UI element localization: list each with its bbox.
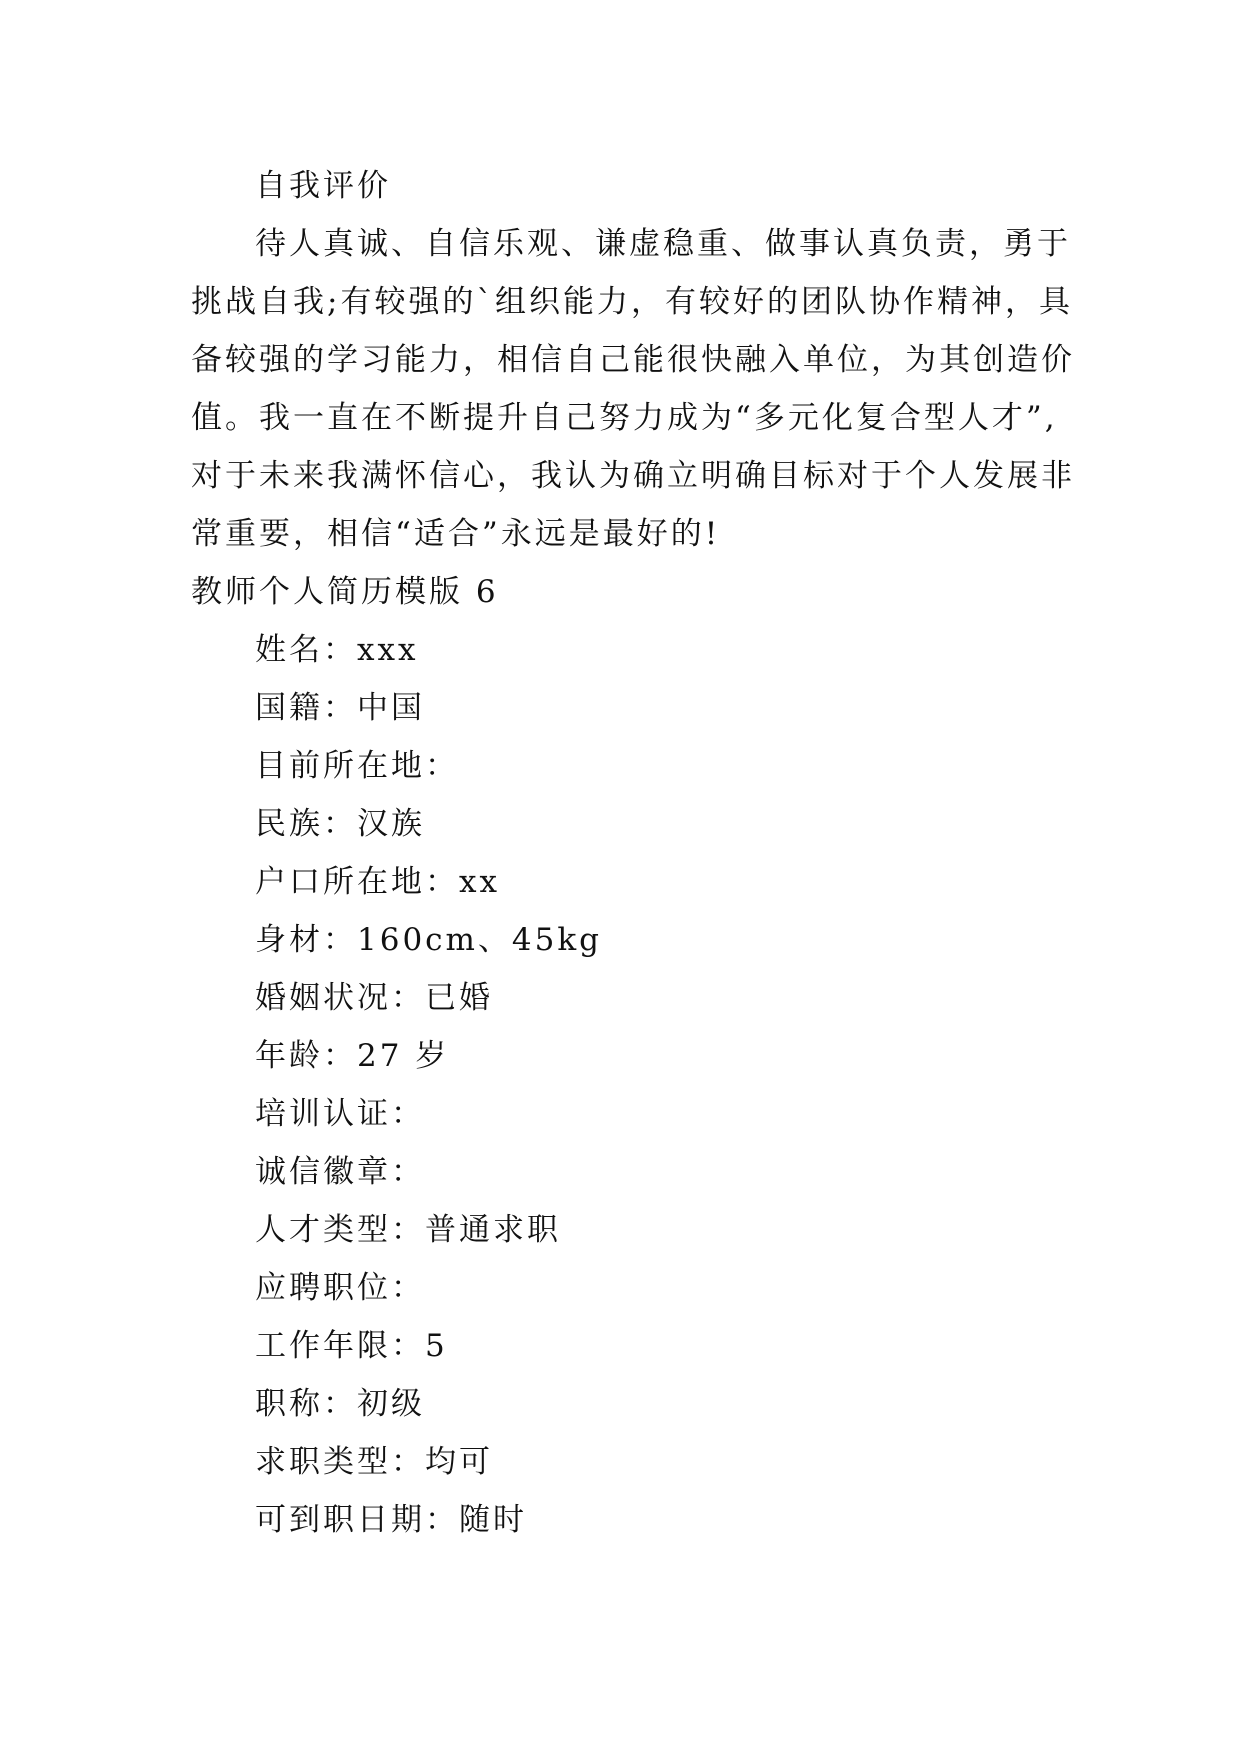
- field-training-certification: 培训认证：: [255, 1096, 425, 1132]
- field-applied-position: 应聘职位：: [255, 1270, 425, 1306]
- field-integrity-badge: 诚信徽章：: [255, 1154, 425, 1190]
- paragraph-line: 值。我一直在不断提升自己努力成为“多元化复合型人才”,: [191, 400, 1058, 436]
- paragraph-line: 挑战自我;有较强的`组织能力，有较好的团队协作精神，具: [191, 284, 1073, 320]
- field-name: 姓名：xxx: [255, 632, 419, 668]
- field-marital-status: 婚姻状况：已婚: [255, 980, 493, 1016]
- field-professional-title: 职称：初级: [255, 1386, 425, 1422]
- field-age: 年龄：27 岁: [255, 1038, 450, 1074]
- paragraph-line: 备较强的学习能力，相信自己能很快融入单位，为其创造价: [191, 342, 1075, 378]
- field-job-type: 求职类型：均可: [255, 1444, 493, 1480]
- field-nationality: 国籍：中国: [255, 690, 425, 726]
- resume-title: 教师个人简历模版 6: [191, 574, 499, 610]
- field-hukou-location: 户口所在地：xx: [255, 864, 500, 900]
- field-work-years: 工作年限：5: [255, 1328, 448, 1364]
- field-ethnicity: 民族：汉族: [255, 806, 425, 842]
- paragraph-line: 对于未来我满怀信心，我认为确立明确目标对于个人发展非: [191, 458, 1075, 494]
- field-available-date: 可到职日期：随时: [255, 1502, 527, 1538]
- paragraph-line: 待人真诚、自信乐观、谦虚稳重、做事认真负责，勇于: [255, 226, 1071, 262]
- field-current-location: 目前所在地：: [255, 748, 459, 784]
- field-talent-type: 人才类型：普通求职: [255, 1212, 561, 1248]
- field-height-weight: 身材：160cm、45kg: [255, 922, 603, 958]
- section-heading: 自我评价: [255, 168, 391, 204]
- paragraph-line: 常重要，相信“适合”永远是最好的!: [191, 516, 721, 552]
